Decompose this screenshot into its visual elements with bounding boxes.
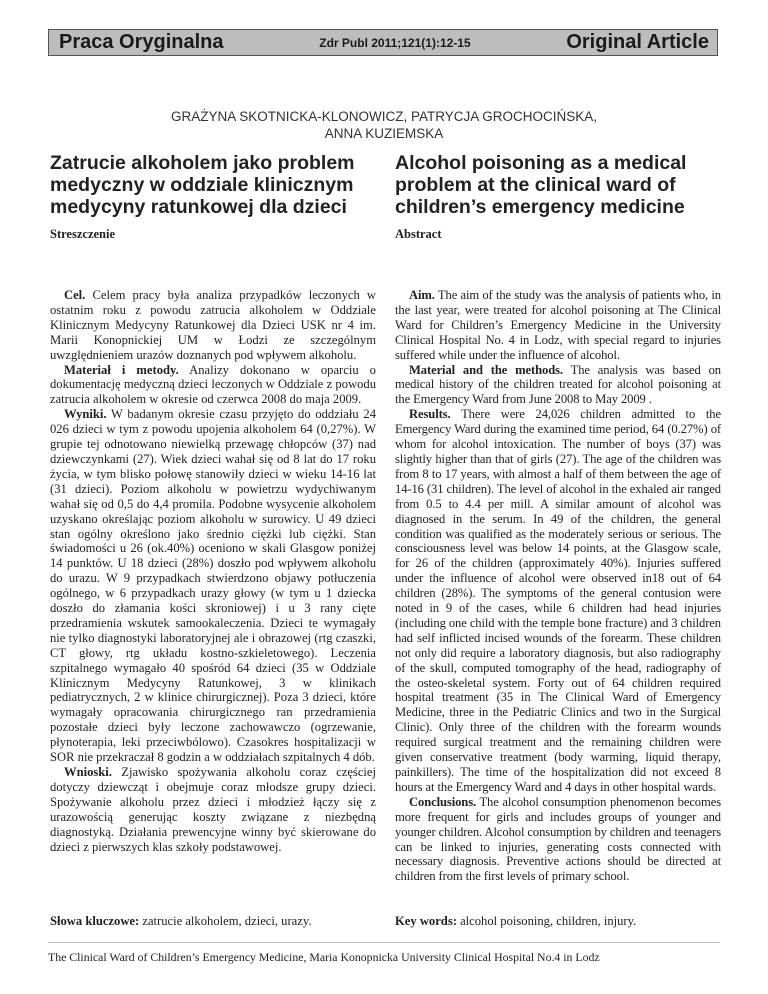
methods-label-en: Material and the methods. — [409, 362, 563, 377]
conclusions-paragraph-pl — [50, 765, 376, 854]
conclusions-label-pl: Wnioski. — [64, 765, 112, 779]
footer-divider — [48, 942, 720, 943]
conclusions-text-pl: Zjawisko spożywania alkoholu coraz częściej dotyczy dziewcząt i obejmuje coraz młodsze grupy dzieci. Spożywanie alkoholu przez dzieci i młodzież łączy się z urazowością generując koszty związane z niezbędną diagnostyką. Działania prewencyjne winny być skierowane do dzieci z pierwszych klas szkoły podstawowej. — [50, 765, 376, 854]
abstract-body-pl — [50, 288, 376, 854]
results-paragraph-en — [395, 407, 721, 795]
keywords-label-pl: Słowa kluczowe: — [50, 914, 140, 928]
results-paragraph-pl — [50, 407, 376, 765]
aim-label-en: Aim. — [409, 288, 435, 302]
header-citation: Zdr Publ 2011;121(1):12-15 — [319, 35, 471, 50]
keywords-text-pl: zatrucie alkoholem, dzieci, urazy. — [139, 914, 312, 928]
journal-header-bar — [48, 29, 718, 56]
authors-line-1: GRAŻYNA SKOTNICKA-KLONOWICZ, PATRYCJA GROCHOCIŃSKA, — [170, 109, 598, 124]
conclusions-paragraph-en — [395, 795, 721, 884]
conclusions-text-en: The alcohol consumption phenomenon becomes more frequent for girls and includes groups of younger and younger children. Alcohol consumption by children and teenagers can be linked to injuries, generating costs connected with necessary diagnosis. Preventive actions should be directed at children from the first levels of primary school. — [395, 794, 721, 884]
aim-paragraph-en — [395, 288, 721, 363]
title-polish: Zatrucie alkoholem jako problem medyczny w oddziale klinicznym medycyny ratunkowej dla dzieci — [50, 152, 355, 218]
results-text-en: There were 24,026 children admitted to the Emergency Ward during the examined time period, 64 (0.27%) of whom for alcohol intoxication. The number of boys (37) was slightly higher than that of girls (27). The age of the children was from 8 to 17 years, with almost a half of them between the age of 14-16 (31 children). The level of alcohol in the exhaled air ranged from 0.5 to 4.4 per mill. A similar amount of alcohol was diagnosed in the serum. In 49 of the children, the general condition was qualified as the moderately serious or serious. The consciousness level was below 14 points, at the Glasgow scale, for 26 of the children (approximately 40%). Injuries suffered under the influence of alcohol were observed in18 out of 64 children (28%). The symptoms of the general contusion were noted in 9 of the cases, while 6 children had head injuries (including one child with the temple bone fracture) and 3 children had self inflicted incised wounds of the forearm. These children not only did require a laboratory diagnosis, but also radiography of the skull, computed tomography of the head, radiography of the osteo-skeletal system. Forty out of 64 children required hospital treatment (35 in The Clinical Ward of Emergency Medicine, three in the Pediatric Clinics and two in the Surgical Clinic). Only three of the children with the forearm wounds required surgical treatment and the remaining children were given conservative treatment (body warming, liquid therapy, painkillers). The time of the hospitalization did not exceed 8 hours at the Emergency Ward and 4 days in other hospital wards. — [395, 407, 721, 794]
affiliation-footer: The Clinical Ward of Children’s Emergency Medicine, Maria Konopnicka University Clinical Hospital No.4 in Lodz — [48, 950, 600, 964]
conclusions-label-en: Conclusions. — [409, 794, 477, 809]
aim-label-pl: Cel. — [64, 288, 86, 302]
authors-line-2: ANNA KUZIEMSKA — [324, 126, 444, 141]
aim-paragraph-pl — [50, 288, 376, 363]
methods-text-en: The analysis was based on medical history of the children treated for alcohol poisoning at the Emergency Ward from June 2008 to May 2009 . — [395, 362, 721, 407]
results-label-en: Results. — [409, 407, 451, 422]
abstract-body-en — [395, 288, 721, 884]
abstract-heading-pl: Streszczenie — [50, 227, 116, 241]
methods-paragraph-pl — [50, 363, 376, 408]
keywords-label-en: Key words: — [395, 914, 457, 928]
author-list — [0, 108, 768, 142]
header-article-type-en: Original Article — [566, 31, 709, 53]
methods-label-pl: Materiał i metody. — [64, 362, 179, 377]
abstract-heading-en: Abstract — [395, 227, 442, 241]
keywords-en — [395, 914, 636, 929]
aim-text-pl: Celem pracy była analiza przypadków leczonych w ostatnim roku z powodu zatrucia alkoholem w Oddziale Klinicznym Medycyny Ratunkowej dla Dzieci USK nr 4 im. Marii Konopnickiej UM w Łodzi ze szczególnym uwzględnieniem urazów doznanych pod wpływem alkoholu. — [50, 288, 376, 362]
results-text-pl: W badanym okresie czasu przyjęto do oddziału 24 026 dzieci w tym z powodu upojenia alkoholem 64 (0,27%). W grupie tej odnotowano niewielką przewagę chłopców (37) nad dziewczynkami (27). Wiek dzieci wahał się od 8 lat do 17 roku życia, w tym blisko połowę stanowiły dzieci w wieku 14-16 lat (31 dzieci). Poziom alkoholu w powietrzu wydychiwanym wahał się od 0,5 do 4,4 promila. Podobne wysycenie alkoholem uzyskano określając poziom alkoholu w surowicy. U 49 dzieci stan ogólny określono jako średnio ciężki lub ciężki. Stan świadomości u 26 (ok.40%) oceniono w skali Glasgow poniżej 14 punktów. U 18 dzieci (28%) doszło pod wpływem alkoholu do urazu. W 9 przypadkach stwierdzono objawy potłuczenia ogólnego, w 6 przypadkach urazy głowy (w tym u 1 dziecka doszło do złamania kości skroniowej) i u 3 rany cięte przedramienia wskutek samookaleczenia. Dzieci te wymagały nie tylko diagnostyki laboratoryjnej ale i obrazowej (rtg czaszki, CT głowy, rtg układu kostno-szkieletowego). Leczenia szpitalnego wymagało 40 spośród 64 dzieci (35 w Oddziale Klinicznym Medycyny Ratunkowej, 3 w klinikach pediatrycznych, 2 w klinice chirurgicznej). Poza 3 dzieci, które wymagały opracowania chirurgicznego ran przedramienia pozostałe dzieci były leczone zachowawczo (ogrzewanie, płynoterapia, leki przeciwbólowo). Czasokres hospitalizacji w SOR nie przekraczał 8 godzin a w oddziałach szpitalnych 4 dób. — [50, 407, 376, 765]
header-article-type-pl: Praca Oryginalna — [59, 31, 224, 53]
keywords-text-en: alcohol poisoning, children, injury. — [456, 914, 637, 928]
methods-paragraph-en — [395, 363, 721, 408]
title-english: Alcohol poisoning as a medical problem at the clinical ward of children’s emergency medicine — [395, 152, 687, 218]
aim-text-en: The aim of the study was the analysis of patients who, in the last year, were treated for alcohol poisoning at The Clinical Ward for Children’s Emergency Medicine in the University Clinical Hospital No. 4 in Lodz, with special regard to injuries suffered while under the influence of alcohol. — [395, 288, 721, 362]
results-label-pl: Wyniki. — [64, 407, 107, 422]
methods-text-pl: Analizy dokonano w oparciu o dokumentację medyczną dzieci leczonych w Oddziale z powodu zatrucia alkoholem w okresie od czerwca 2008 do maja 2009. — [50, 362, 376, 407]
keywords-pl — [50, 914, 311, 929]
